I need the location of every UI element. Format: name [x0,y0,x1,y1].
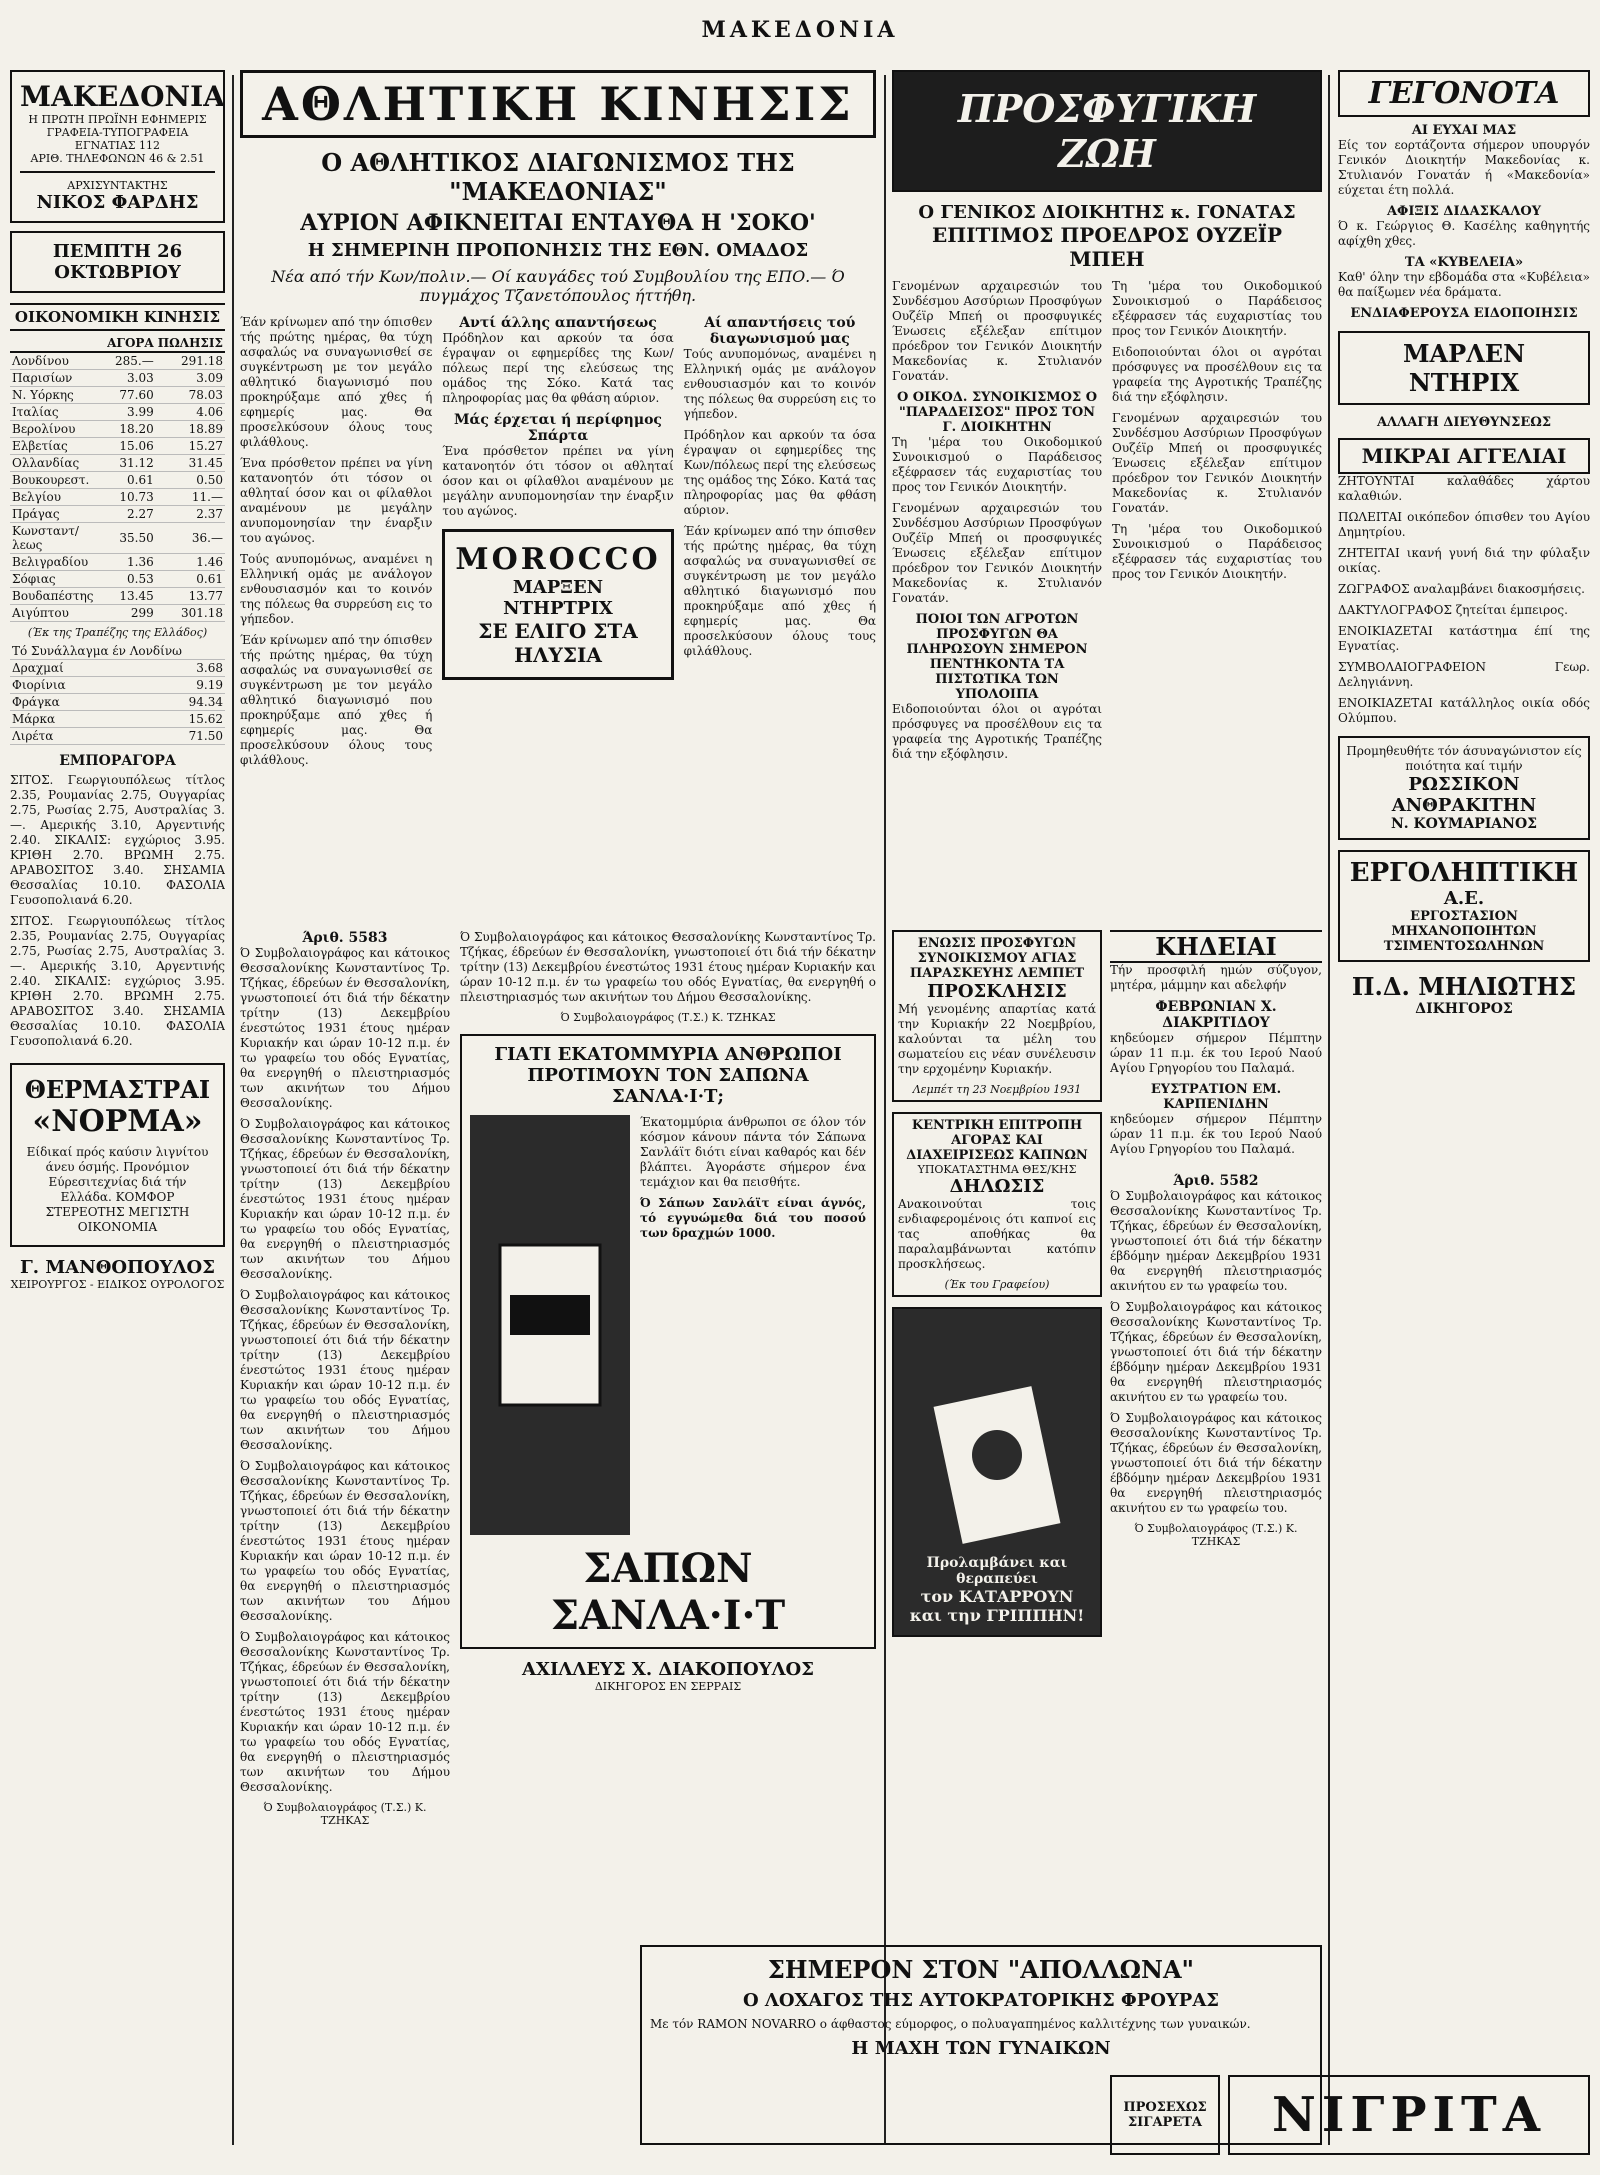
refugees-headline-1: Ο ΓΕΝΙΚΟΣ ΔΙΟΙΚΗΤΗΣ κ. ΓΟΝΑΤΑΣ [918,202,1296,223]
rates-cell: Λονδίνου [10,352,105,370]
rates-cell: Βουκουρεστ. [10,472,105,489]
right-column [1338,70,1590,2155]
doctor-sub: ΧΕΙΡΟΥΡΓΟΣ - ΕΙΔΙΚΟΣ ΟΥΡΟΛΟΓΟΣ [10,1278,225,1291]
rates-cell: 18.20 [105,421,156,438]
bank-note: (Έκ της Τραπέζης της Ελλάδος) [27,626,208,639]
notice-5583-body-3: Ό Συμβολαιογράφος και κάτοικος Θεσσαλονίκης Κωνσταντίνος Τρ. Τζήκας, έδρεύων έν Θεσσαλονίκη, γνωστοποιεί ότι διά τήν δέκατην τρίτην (13) Δεκεμβρίου ένεστώτος 1931 έτους ημέραν Κυριακήν και ώραν 10-12 π.μ. έν τω γραφείω του οδός Εγνατίας, θα ενεργηθή ο πλειστηριασμός των ακινήτων του Δήμου Θεσσαλονίκης. [240,1288,450,1452]
rates-row [10,523,225,554]
sports-headline-2: ΑΥΡΙΟΝ ΑΦΙΚΝΕΙΤΑΙ ΕΝΤΑΥΘΑ Η 'ΣΟΚΟ' [300,210,816,236]
small-ad-item: ΖΗΤΟΥΝΤΑΙ καλαθάδες χάρτου καλαθιών. [1338,474,1590,503]
events-item-5-title: ΑΛΛΑΓΗ ΔΙΕΥΘΥΝΣΕΩΣ [1376,415,1552,430]
stove-ad-text: Είδικαί πρός καύσιν λιγνίτου άνευ όσμής. Προνόμιον Εύρεσιτεχνίας διά τήν Ελλάδα. ΚΟΜΦΟΡ ΣΤΕΡΕΟΤΗΣ ΜΕΓΙΣΤΗ ΟΙΚΟΝΟΜΙΑ [26,1145,209,1234]
sports-section-title: ΑΘΛΗΤΙΚΗ ΚΙΝΗΣΙΣ [262,77,854,131]
coal-title: Προμηθευθήτε τόν άσυναγώνιστον είς ποιότητα καί τιμήν [1346,744,1582,773]
sports-headline-1: Ο ΑΘΛΗΤΙΚΟΣ ΔΙΑΓΩΝΙΣΜΟΣ ΤΗΣ "ΜΑΚΕΔΟΝΙΑΣ" [321,148,795,206]
sports-body-3b: Τούς ανυπομόνως, αναμένει η Ελληνική ομάς με ανάλογον ενθουσιασμόν και το κοινόν της πόλεως θα συρρεύση εις το γήπεδον. [683,347,876,421]
rates-column-header: ΑΓΟΡΑ [107,336,154,350]
rates-cell: Βελιγραδίου [10,554,105,571]
column-divider [232,75,234,2145]
rates-cell: 36.— [156,523,225,554]
aspirin-box-icon [907,1355,1087,1555]
sports-body-1: Έάν κρίνωμεν από την όπισθεν τής πρώτης ημέρας, θα τύχη ασφαλώς να συναγωνισθεί σε συγκέντρωση με τον μεγάλο αθλητικό διαγωνισμό που προκηρύξαμε από χθες ή εφημερίς μας. Θα προσελκύσουν όλους τους φιλάθλους. [240,315,433,449]
gold-cell: Μάρκα [10,711,186,728]
sports-body-1c: Έάν κρίνωμεν από την όπισθεν τής πρώτης ημέρας, θα τύχη ασφαλώς να συναγωνισθεί σε συγκέντρωση με τον μεγάλο αθλητικό διαγωνισμό που προκηρύξαμε από χθες ή εφημερίς μας. Θα προσελκύσουν όλους τους φιλάθλους. [683,524,876,658]
refugees-headline-4: ΠΟΙΟΙ ΤΩΝ ΑΓΡΟΤΩΝ ΠΡΟΣΦΥΓΩΝ ΘΑ ΠΛΗΡΩΣΟΥΝ ΣΗΜΕΡΟΝ ΠΕΝΤΗΚΟΝΤΑ ΤΑ ΠΙΣΤΩΤΙΚΑ ΤΩΝ ΥΠΟΛΟΙΠΑ [906,612,1088,702]
rates-row [10,506,225,523]
notice-5583-sign: Ό Συμβολαιογράφος (Τ.Σ.) Κ. ΤΖΗΚΑΣ [263,1801,427,1827]
rates-cell: 13.77 [156,588,225,605]
notice-5582-body: Ό Συμβολαιογράφος και κάτοικος Θεσσαλονίκης Κωνσταντίνος Τρ. Τζήκας, έδρεύων έν Θεσσαλονίκη, γνωστοποιεί ότι διά τήν δέκατην έβδόμην ημέραν Δεκεμβρίου 1931 θα ενεργηθή πλειστηριασμός ακινήτου εν τω γραφείω του. [1110,1189,1322,1293]
sports-body-2: Ένα πρόσθετον πρέπει να γίνη κατανοητόν ότι τόσον οι αθληταί όσον και οι φίλαθλοι αναμένουν με μεγάλην ανυπομονησίαν την έναρξιν του αγώνος. [240,456,433,545]
editor-label: ΑΡΧΙΣΥΝΤΑΚΤΗΣ [67,179,168,192]
rates-row [10,554,225,571]
refugees-body-1: Γενομένων αρχαιρεσιών του Συνδέσμου Ασσύριων Προσφύγων Ουζέϊρ Μπεή οι προσφυγικές Ένωσεις εξέλεξαν επίτιμον πρόεδρον τον Γενικόν Διοικητήν Μακεδονίας κ. Στυλιανόν Γονατάν. [892,279,1102,383]
nameplate-phones: ΑΡΙΘ. ΤΗΛΕΦΩΝΩΝ 46 & 2.51 [30,152,205,165]
lawyer-serres-sub: ΔΙΚΗΓΟΡΟΣ ΕΝ ΣΕΡΡΑΙΣ [594,1680,742,1693]
gold-cell: 71.50 [186,728,225,745]
gold-cell: 3.68 [186,660,225,677]
refugees-section-title: ΠΡΟΣΦΥΓΙΚΗ ΖΩΗ [957,86,1257,176]
lawyer-sub: ΔΙΚΗΓΟΡΟΣ [1415,1001,1513,1017]
events-item-1-title: ΑΙ ΕΥΧΑΙ ΜΑΣ [1411,123,1517,138]
gold-row [10,694,225,711]
rates-cell: Βελγίου [10,489,105,506]
notice-5582-sign: Ό Συμβολαιογράφος (Τ.Σ.) Κ. ΤΖΗΚΑΣ [1134,1522,1298,1548]
small-ad-item: ΠΩΛΕΙΤΑΙ οικόπεδον όπισθεν του Αγίου Δημητρίου. [1338,510,1590,539]
small-ad-item: ΕΝΟΙΚΙΑΖΕΤΑΙ κατάστημα έπί της Εγνατίας. [1338,624,1590,653]
rates-row [10,352,225,370]
sports-body-3: Τούς ανυπομόνως, αναμένει η Ελληνική ομάς με ανάλογον ενθουσιασμόν και το κοινόν της πόλεως θα συρρεύση εις το γήπεδον. [240,552,433,626]
rates-row [10,370,225,387]
coal-brand: ΡΩΣΣΙΚΟΝ ΑΝΘΡΑΚΙΤΗΝ [1391,774,1537,816]
notice-5583-header: Άριθ. 5583 [302,930,388,946]
funeral-body-2: κηδεύομεν σήμερον Πέμπτην ώραν 11 π.μ. έκ του Ιερού Ναού Αγίου Γρηγορίου του Παλαμά. [1110,1031,1322,1075]
nameplate-offices: ΓΡΑΦΕΙΑ-ΤΥΠΟΓΡΑΦΕΙΑ ΕΓΝΑΤΙΑΣ 112 [46,126,189,152]
morocco-ad [442,529,673,680]
rates-cell: Ιταλίας [10,404,105,421]
refugees-headline-3: Ο ΟΙΚΟΔ. ΣΥΝΟΙΚΙΣΜΟΣ Ο "ΠΑΡΑΔΕΙΣΟΣ" ΠΡΟΣ ΤΟΝ Γ. ΔΙΟΙΚΗΤΗΝ [896,390,1098,435]
rates-cell: Πράγας [10,506,105,523]
stove-ad [10,1063,225,1247]
sanlait-body: Έκατομμύρια άνθρωποι σε όλον τόν κόσμον κάνουν πάντα τόν Σάπωνα Σανλάϊτ διότι είναι καθαρός και δέν βλάπτει. Άγοράστε σήμερον ένα τεμάχιον και θα πεισθήτε. [640,1115,866,1189]
events-item-1: Είς τον εορτάζοντα σήμερον υπουργόν Γενικόν Διοικητήν Μακεδονίας κ. Στυλιανόν Γονατάν ή «Μακεδονία» εύχεται έτη πολλά. [1338,138,1590,197]
rates-row [10,571,225,588]
rates-cell: 2.37 [156,506,225,523]
funeral-name-1: ΦΕΒΡΩΝΙΑΝ Χ. ΔΙΑΚΡΙΤΙΔΟΥ [1155,999,1277,1031]
apollo-sub: Η ΜΑΧΗ ΤΩΝ ΓΥΝΑΙΚΩΝ [851,2038,1111,2059]
rates-row [10,588,225,605]
tobacco-label: ΔΗΛΩΣΙΣ [949,1176,1045,1197]
events-item-3: Καθ' όλην την εβδομάδα στα «Κυβέλεια» θα παίξωμεν νέα δράματα. [1338,270,1590,299]
tobacco-sub: ΥΠΟΚΑΤΑΣΤΗΜΑ ΘΕΣ/ΚΗΣ [917,1163,1077,1176]
stove-ad-brand: «ΝΟΡΜΑ» [32,1104,203,1139]
gold-cell: 15.62 [186,711,225,728]
events-item-4-title: ΕΝΔΙΑΦΕΡΟΥΣΑ ΕΙΔΟΠΟΙΗΣΙΣ [1350,306,1578,321]
rates-row [10,489,225,506]
rates-cell: 18.89 [156,421,225,438]
gold-cell [186,643,225,660]
tobacco-body: Ανακοινούται τοις ενδιαφερομένοις ότι καπνοί εις τας αποθήκας θα παραλαμβάνωνται κατόπιν προσκλήσεως. [898,1197,1096,1271]
union-body: Μή γενομένης απαρτίας κατά την Κυριακήν 22 Νοεμβρίου, καλούνται τα μέλη του σωματείου εις νέαν συνέλευσιν την ερχομένην Κυριακήν. [898,1002,1096,1076]
notice-5583-body: Ό Συμβολαιογράφος και κάτοικος Θεσσαλονίκης Κωνσταντίνος Τρ. Τζήκας, έδρεύων έν Θεσσαλονίκη, γνωστοποιεί ότι διά τήν δέκατην τρίτην (13) Δεκεμβρίου ένεστώτος 1931 έτους ημέραν Κυριακήν και ώραν 10-12 π.μ. έν τω γραφείω του οδός Εγνατίας, θα ενεργηθή ο πλειστηριασμός των ακινήτων του Δήμου Θεσσαλονίκης. [240,946,450,1110]
rates-cell: 31.45 [156,455,225,472]
aspirin-line-2: τον ΚΑΤΑΡΡΟΥΝ και την ΓΡΙΠΠΗΝ! [909,1587,1085,1625]
doctor-ad [10,1257,225,1291]
notice-5582-header: Άριθ. 5582 [1173,1173,1259,1189]
gold-table [10,643,225,745]
sports-subhead-2: Μάς έρχεται ή περίφημος Σπάρτα [454,412,662,444]
rates-cell: 10.73 [105,489,156,506]
rates-cell: 31.12 [105,455,156,472]
column-divider [1328,75,1330,2145]
events-item-3-title: ΤΑ «ΚΥΒΕΛΕΙΑ» [1404,255,1524,270]
funeral-body-3: κηδεύομεν σήμερον Πέμπτην ώραν 11 π.μ. έκ του Ιερού Ναού Αγίου Γρηγορίου του Παλαμά. [1110,1112,1322,1156]
lawyer-name: Π.Δ. ΜΗΛΙΩΤΗΣ [1351,972,1577,1001]
lawyer-serres-name: ΑΧΙΛΛΕΥΣ Χ. ΔΙΑΚΟΠΟΥΛΟΣ [522,1659,814,1680]
refugees-headline-2: ΕΠΙΤΙΜΟΣ ΠΡΟΕΔΡΟΣ ΟΥΖΕΪΡ ΜΠΕΗ [932,223,1282,271]
aspirin-line-1: Προλαμβάνει και θεραπεύει [926,1555,1068,1587]
gold-cell: Δραχμαί [10,660,186,677]
rates-cell: 0.50 [156,472,225,489]
rates-cell: 13.45 [105,588,156,605]
refugees-body-1c: Γενομένων αρχαιρεσιών του Συνδέσμου Ασσύριων Προσφύγων Ουζέϊρ Μπεή οι προσφυγικές Ένωσεις εξέλεξαν επίτιμον πρόεδρον τον Γενικόν Διοικητήν Μακεδονίας κ. Στυλιανόν Γονατάν. [1112,411,1322,515]
small-ad-item: ΣΥΜΒΟΛΑΙΟΓΡΑΦΕΙΟΝ Γεωρ. Δεληγιάννη. [1338,660,1590,689]
funeral-name-2: ΕΥΣΤΡΑΤΙΟΝ ΕΜ. ΚΑΡΠΕΝΙΔΗΝ [1150,1082,1282,1112]
funeral-title: ΚΗΔΕΙΑΙ [1110,930,1322,963]
gold-row [10,643,225,660]
gold-row [10,677,225,694]
coal-sub: Ν. ΚΟΥΜΑΡΙΑΝΟΣ [1390,816,1538,832]
sports-subhead-1: Αντί άλλης απαντήσεως [459,315,657,331]
trade-text: ΣΙΤΟΣ. Γεωργιουπόλεως τίτλος 2.35, Ρουμανίας 2.75, Ουγγαρίας 2.75, Ρωσίας 2.75, Αυστραλίας 3.—. Αμερικής 3.10, Αργεντινής 2.40. ΣΙΚΑΛΙΣ: εγχώριος 3.95. ΚΡΙΘΗ 2.70. ΒΡΩΜΗ 2.75. ΑΡΑΒΟΣΙΤΟΣ 3.40. ΣΗΣΑΜΙΑ Θεσσαλίας 10.10. ΦΑΣΟΛΙΑ Γευσοπολιανά 6.20. [10,773,225,907]
apollo-body: Με τόν RAMON NOVARRO ο άφθαστος εύμορφος, ο πολυαγαπημένος καλλιτέχνης των γυναικών. [650,2017,1251,2031]
rates-cell: Ελβετίας [10,438,105,455]
rates-cell: 301.18 [156,605,225,622]
sports-body-4: Πρόδηλον και αρκούν τα όσα έγραψαν οι εφημερίδες της Κων/πόλεως περί της ελεύσεως της ομάδος της Σόκο. Κατά τας πληροφορίας μας θα φθάση αύριον. [442,331,674,405]
rates-row [10,387,225,404]
rates-cell: 78.03 [156,387,225,404]
marlene-ad [1338,331,1590,405]
rates-cell: 1.46 [156,554,225,571]
rates-cell: Παρισίων [10,370,105,387]
sanlait-soap-image [470,1115,630,1535]
exchange-rates-table [10,335,225,622]
small-ad-item: ΔΑΚΤΥΛΟΓΡΑΦΟΣ ζητείται έμπειρος. [1338,603,1568,617]
nameplate-title: ΜΑΚΕΔΟΝΙΑ [20,80,225,113]
gold-cell: Φιορίνια [10,677,186,694]
tobacco-sign: (Έκ του Γραφείου) [944,1278,1050,1291]
rates-cell: 11.— [156,489,225,506]
gold-cell: Λιρέτα [10,728,186,745]
events-item-2: Ό κ. Γεώργιος Θ. Κασέλης καθηγητής αφίχθη χθες. [1338,219,1590,248]
stove-ad-title: ΘΕΡΜΑΣΤΡΑΙ [24,1075,211,1104]
tobacco-title: ΚΕΝΤΡΙΚΗ ΕΠΙΤΡΟΠΗ ΑΓΟΡΑΣ ΚΑΙ ΔΙΑΧΕΙΡΙΣΕΩΣ ΚΑΠΝΩΝ [906,1118,1088,1163]
sports-headline-3: Η ΣΗΜΕΡΙΝΗ ΠΡΟΠΟΝΗΣΙΣ ΤΗΣ ΕΘΝ. ΟΜΑΔΟΣ [307,240,809,261]
apollo-title: ΣΗΜΕΡΟΝ ΣΤΟΝ "ΑΠΟΛΛΩΝΑ" [767,1955,1195,1984]
cigarette-label: ΠΡΟΣΕΧΩΣ ΣΙΓΑΡΕΤΑ [1110,2075,1220,2155]
tobacco-notice [892,1112,1102,1297]
small-ad-item: ΖΗΤΕΙΤΑΙ ικανή γυνή διά την φύλαξιν οικίας. [1338,546,1590,575]
gold-row [10,660,225,677]
page-header: ΜΑΚΕΔΟΝΙΑ [701,17,899,43]
small-ad-item: ΖΩΓΡΑΦΟΣ αναλαμβάνει διακοσμήσεις. [1338,582,1585,596]
rates-cell: Σόφιας [10,571,105,588]
refugees-body-3b: Ειδοποιούνται όλοι οι αγρόται πρόσφυγες να προσέλθουν εις τα γραφεία της Αγροτικής Τραπέζης διά την εξόφλησιν. [1112,345,1322,404]
rates-cell: 15.27 [156,438,225,455]
events-item-2-title: ΑΦΙΞΙΣ ΔΙΔΑΣΚΑΛΟΥ [1386,204,1542,219]
sports-body-4b: Πρόδηλον και αρκούν τα όσα έγραψαν οι εφημερίδες της Κων/πόλεως περί της ελεύσεως της ομάδος της Σόκο. Κατά τας πληροφορίας μας θα φθάση αύριον. [683,428,876,517]
rates-cell: 3.09 [156,370,225,387]
union-notice [892,930,1102,1102]
rates-cell: Κωνσταντ/λεως [10,523,105,554]
cigarette-ad [1110,2075,1590,2155]
refugees-body-3: Ειδοποιούνται όλοι οι αγρόται πρόσφυγες να προσέλθουν εις τα γραφεία της Αγροτικής Τραπέζης διά την εξόφλησιν. [892,702,1102,761]
rates-cell: 285.— [105,352,156,370]
doctor-name: Γ. ΜΑΝΘΟΠΟΥΛΟΣ [20,1257,215,1278]
gold-cell: Φράγκα [10,694,186,711]
sports-body [240,315,876,774]
cigarette-brand: ΝΙΓΡΙΤΑ [1228,2075,1590,2155]
notice-5583-cont: Ό Συμβολαιογράφος και κάτοικος Θεσσαλονίκης Κωνσταντίνος Τρ. Τζήκας, έδρεύων έν Θεσσαλονίκη, γνωστοποιεί ότι διά τήν δέκατην τρίτην (13) Δεκεμβρίου ένεστώτος 1931 έτους ημέραν Κυριακήν και ώραν 10-12 π.μ. έν τω γραφείω του οδός Εγνατίας, θα ενεργηθή ο πλειστηριασμός των ακινήτων του Δήμου Θεσσαλονίκης. [460,930,876,1004]
notice-5583-body-2: Ό Συμβολαιογράφος και κάτοικος Θεσσαλονίκης Κωνσταντίνος Τρ. Τζήκας, έδρεύων έν Θεσσαλονίκη, γνωστοποιεί ότι διά τήν δέκατην τρίτην (13) Δεκεμβρίου ένεστώτος 1931 έτους ημέραν Κυριακήν και ώραν 10-12 π.μ. έν τω γραφείω του οδός Εγνατίας, θα ενεργηθή ο πλειστηριασμός των ακινήτων του Δήμου Θεσσαλονίκης. [240,1117,450,1281]
rates-cell: 77.60 [105,387,156,404]
morocco-ad-sub: ΣΕ ΕΛΙΓΟ ΣΤΑ ΗΛΥΣΙΑ [478,619,638,667]
refugees-banner [892,70,1322,192]
sports-body-2b: Ένα πρόσθετον πρέπει να γίνη κατανοητόν ότι τόσον οι αθληταί όσον και οι φίλαθλοι αναμένουν με μεγάλην ανυπομονησίαν την έναρξιν του αγώνος. [442,444,674,518]
factory-sub: Α.Ε. [1443,888,1485,909]
union-title: ΕΝΩΣΙΣ ΠΡΟΣΦΥΓΩΝ ΣΥΝΟΙΚΙΣΜΟΥ ΑΓΙΑΣ ΠΑΡΑΣΚΕΥΗΣ ΛΕΜΠΕΤ [909,936,1085,981]
nameplate-sub: Η ΠΡΩΤΗ ΠΡΩΪΝΗ ΕΦΗΜΕΡΙΣ [28,113,207,126]
issue-date: ΠΕΜΠΤΗ 26 ΟΚΤΩΒΡΙΟΥ [10,231,225,293]
gold-cell: 9.19 [186,677,225,694]
apollo-headline: Ο ΛΟΧΑΓΟΣ ΤΗΣ ΑΥΤΟΚΡΑΤΟΡΙΚΗΣ ΦΡΟΥΡΑΣ [742,1990,1220,2011]
rates-row [10,455,225,472]
rates-column-header: ΠΩΛΗΣΙΣ [157,336,223,350]
rates-cell: Βερολίνου [10,421,105,438]
marlene-ad-text: ΜΑΡΛΕΝ ΝΤΗΡΙΧ [1402,339,1526,397]
rates-cell: 4.06 [156,404,225,421]
refugees-body-2b: Τη 'μέρα του Οικοδομικού Συνοικισμού ο Παράδεισος εξέφρασεν τάς ευχαριστίας του προς τον Γενικόν Διοικητήν. [1112,279,1322,338]
funeral-body-1: Τήν προσφιλή ημών σύζυγον, μητέρα, μάμμην και αδελφήν [1110,963,1322,992]
gold-cell: Τό Συνάλλαγμα έν Λονδίνω [10,643,186,660]
notice-5582-body-2: Ό Συμβολαιογράφος και κάτοικος Θεσσαλονίκης Κωνσταντίνος Τρ. Τζήκας, έδρεύων έν Θεσσαλονίκη, γνωστοποιεί ότι διά τήν δέκατην έβδόμην ημέραν Δεκεμβρίου 1931 θα ενεργηθή πλειστηριασμός ακινήτου εν τω γραφείω του. [1110,1300,1322,1404]
rates-cell: 35.50 [105,523,156,554]
rates-cell: Βουδαπέστης [10,588,105,605]
rates-cell: 291.18 [156,352,225,370]
rates-row [10,421,225,438]
sports-section [240,70,876,910]
gold-row [10,711,225,728]
refugees-body-1b: Γενομένων αρχαιρεσιών του Συνδέσμου Ασσύριων Προσφύγων Ουζέϊρ Μπεή οι προσφυγικές Ένωσεις εξέλεξαν επίτιμον πρόεδρον τον Γενικόν Διοικητήν Μακεδονίας κ. Στυλιανόν Γονατάν. [892,501,1102,605]
rates-cell: Αιγύπτου [10,605,105,622]
economy-title: ΟΙΚΟΝΟΜΙΚΗ ΚΙΝΗΣΙΣ [10,303,225,331]
rates-cell: 3.99 [105,404,156,421]
sports-body-1b: Έάν κρίνωμεν από την όπισθεν τής πρώτης ημέρας, θα τύχη ασφαλώς να συναγωνισθεί σε συγκέντρωση με τον μεγάλο αθλητικό διαγωνισμό που προκηρύξαμε από χθες ή εφημερίς μας. Θα προσελκύσουν όλους τους φιλάθλους. [240,633,433,767]
sports-banner [240,70,876,138]
rates-cell: Ν. Υόρκης [10,387,105,404]
trade-text-2: ΣΙΤΟΣ. Γεωργιουπόλεως τίτλος 2.35, Ρουμανίας 2.75, Ουγγαρίας 2.75, Ρωσίας 2.75, Αυστραλίας 3.—. Αμερικής 3.10, Αργεντινής 2.40. ΣΙΚΑΛΙΣ: εγχώριος 3.95. ΚΡΙΘΗ 2.70. ΒΡΩΜΗ 2.75. ΑΡΑΒΟΣΙΤΟΣ 3.40. ΣΗΣΑΜΙΑ Θεσσαλίας 10.10. ΦΑΣΟΛΙΑ Γευσοπολιανά 6.20. [10,914,225,1048]
small-ads-title: ΜΙΚΡΑΙ ΑΓΓΕΛΙΑΙ [1338,438,1590,474]
union-date: Λεμπέτ τη 23 Νοεμβρίου 1931 [912,1083,1082,1096]
rates-row [10,605,225,622]
notice-5583-cont-sign: Ό Συμβολαιογράφος (Τ.Σ.) Κ. ΤΖΗΚΑΣ [560,1011,776,1024]
column-divider [884,75,886,2145]
refugees-body-2: Τη 'μέρα του Οικοδομικού Συνοικισμού ο Παράδεισος εξέφρασεν τάς ευχαριστίας του προς τον Γενικόν Διοικητήν. [892,435,1102,494]
trade-title: ΕΜΠΟΡΑΓΟΡΑ [59,753,176,769]
nameplate [10,70,225,223]
rates-column-header [10,335,105,352]
refugees-body-2c: Τη 'μέρα του Οικοδομικού Συνοικισμού ο Παράδεισος εξέφρασεν τάς ευχαριστίας του προς τον Γενικόν Διοικητήν. [1112,522,1322,581]
editor-name: ΝΙΚΟΣ ΦΑΡΔΗΣ [36,192,199,213]
events-title: ΓΕΓΟΝΟΤΑ [1338,70,1590,117]
morocco-ad-text: ΜΑΡΞΕΝ ΝΤΗΡΤΡΙΧ [503,577,613,619]
aspirin-ad [892,1307,1102,1637]
rates-cell: 3.03 [105,370,156,387]
rates-row [10,404,225,421]
lawyer-ad [1338,972,1590,1017]
morocco-ad-brand: MOROCCO [455,542,661,577]
gold-cell: 94.34 [186,694,225,711]
gold-row [10,728,225,745]
rates-row [10,472,225,489]
rates-cell: 299 [105,605,156,622]
coal-ad [1338,736,1590,840]
sports-subhead-3: Αί απαντήσεις τού διαγωνισμού μας [704,315,856,347]
rates-cell: Ολλανδίας [10,455,105,472]
sanlait-title: ΓΙΑΤΙ ΕΚΑΤΟΜΜΥΡΙΑ ΑΝΘΡΩΠΟΙ ΠΡΟΤΙΜΟΥΝ ΤΟΝ ΣΑΠΩΝΑ ΣΑΝΛΑ·Ι·Τ; [494,1044,842,1107]
sanlait-brand: ΣΑΠΩΝ ΣΑΝΛΑ·Ι·Τ [550,1545,786,1639]
notice-5583-body-4: Ό Συμβολαιογράφος και κάτοικος Θεσσαλονίκης Κωνσταντίνος Τρ. Τζήκας, έδρεύων έν Θεσσαλονίκη, γνωστοποιεί ότι διά τήν δέκατην τρίτην (13) Δεκεμβρίου ένεστώτος 1931 έτους ημέραν Κυριακήν και ώραν 10-12 π.μ. έν τω γραφείω του οδός Εγνατίας, θα ενεργηθή ο πλειστηριασμός των ακινήτων του Δήμου Θεσσαλονίκης. [240,1459,450,1623]
sanlait-prize: Ό Σάπων Σανλάϊτ είναι άγνός, τό εγγυώμεθα διά του ποσού των δραχμών 1000. [640,1196,866,1240]
rates-row [10,438,225,455]
notice-5582-body-3: Ό Συμβολαιογράφος και κάτοικος Θεσσαλονίκης Κωνσταντίνος Τρ. Τζήκας, έδρεύων έν Θεσσαλονίκη, γνωστοποιεί ότι διά τήν δέκατην έβδόμην ημέραν Δεκεμβρίου 1931 θα ενεργηθή πλειστηριασμός ακινήτου εν τω γραφείω του. [1110,1411,1322,1515]
factory-title: ΕΡΓΟΛΗΠΤΙΚΗ [1349,858,1579,888]
rates-cell: 0.61 [105,472,156,489]
rates-cell: 2.27 [105,506,156,523]
factory-text: ΕΡΓΟΣΤΑΣΙΟΝ ΜΗΧΑΝΟΠΟΙΗΤΩΝ ΤΣΙΜΕΝΤΟΣΩΛΗΝΩΝ [1383,909,1545,954]
rates-cell: 0.53 [105,571,156,588]
soap-box-icon [490,1225,610,1425]
sports-deck: Νέα από τήν Κων/πολιν.— Οί καυγάδες τού Συμβουλίου της ΕΠΟ.— Ό πυγμάχος Τζανετόπουλος ήττήθη. [271,267,845,305]
notice-5583 [240,930,450,2155]
left-column [10,70,225,2155]
union-subtitle: ΠΡΟΣΚΛΗΣΙΣ [927,981,1067,1002]
rates-cell: 1.36 [105,554,156,571]
rates-cell: 0.61 [156,571,225,588]
rates-cell: 15.06 [105,438,156,455]
factory-ad [1338,850,1590,962]
notice-5583-body-5: Ό Συμβολαιογράφος και κάτοικος Θεσσαλονίκης Κωνσταντίνος Τρ. Τζήκας, έδρεύων έν Θεσσαλονίκη, γνωστοποιεί ότι διά τήν δέκατην τρίτην (13) Δεκεμβρίου ένεστώτος 1931 έτους ημέραν Κυριακήν και ώραν 10-12 π.μ. έν τω γραφείω του οδός Εγνατίας, θα ενεργηθή ο πλειστηριασμός των ακινήτων του Δήμου Θεσσαλονίκης. [240,1630,450,1794]
small-ad-item: ΕΝΟΙΚΙΑΖΕΤΑΙ κατάλληλος οικία οδός Ολύμπου. [1338,696,1590,725]
refugees-section [892,70,1322,910]
small-ads-list [1338,474,1590,726]
